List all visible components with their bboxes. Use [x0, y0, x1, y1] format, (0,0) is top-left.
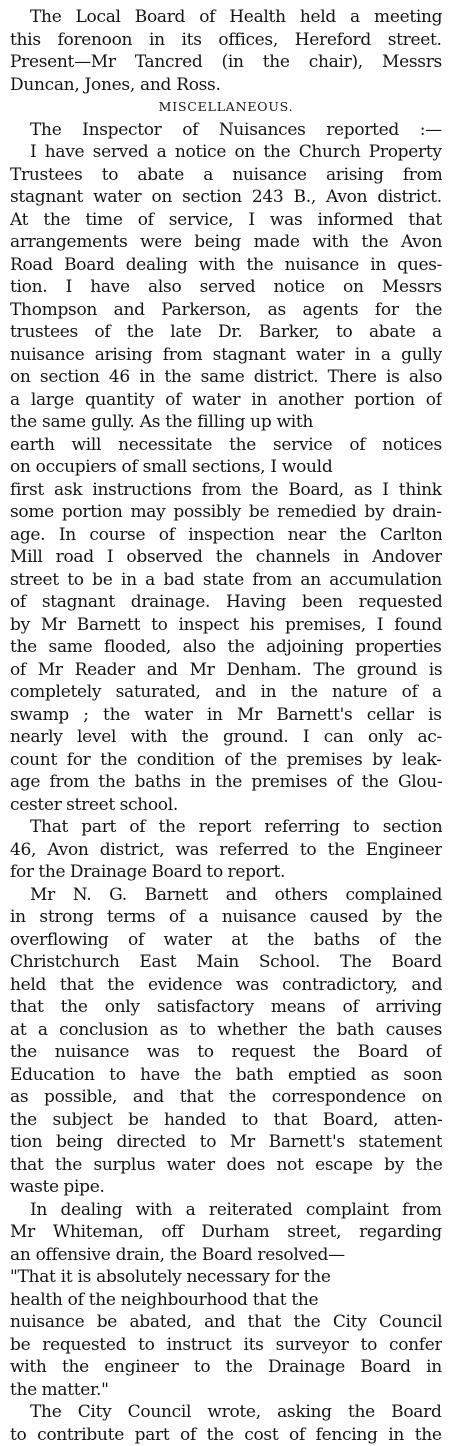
text-line: tion being directed to Mr Barnett's statement — [10, 1131, 442, 1154]
text-line: 46, Avon district, was referred to the Engineer — [10, 839, 442, 862]
section-heading: MISCELLANEOUS. — [10, 96, 442, 119]
text-line: that the only satisfactory means of arriving — [10, 996, 442, 1019]
text-line: to contribute part of the cost of fencing in the — [10, 1424, 442, 1446]
text-line: at a conclusion as to whether the bath causes — [10, 1019, 442, 1042]
text-line: Mill road I observed the channels in Andover — [10, 546, 442, 569]
text-line: a large quantity of water in another portion of — [10, 389, 442, 412]
text-line: Trustees to abate a nuisance arising from — [10, 164, 442, 187]
text-line: nuisance arising from stagnant water in a gully — [10, 344, 442, 367]
text-line: At the time of service, I was informed that — [10, 209, 442, 232]
text-line: of stagnant drainage. Having been requested — [10, 591, 442, 614]
text-line: I have served a notice on the Church Property — [10, 141, 442, 164]
text-line: In dealing with a reiterated complaint from — [10, 1199, 442, 1222]
text-line: Christchurch East Main School. The Board — [10, 951, 442, 974]
text-line: The Inspector of Nuisances reported :— — [10, 119, 442, 142]
text-line: as possible, and that the correspondence on — [10, 1086, 442, 1109]
text-line: Duncan, Jones, and Ross. — [10, 74, 442, 97]
text-line: Thompson and Parkerson, as agents for the — [10, 299, 442, 322]
text-line: the matter." — [10, 1379, 442, 1402]
text-line: trustees of the late Dr. Barker, to abate a — [10, 321, 442, 344]
text-line: age from the baths in the premises of the Glou- — [10, 771, 442, 794]
text-line: The Local Board of Health held a meeting — [10, 6, 442, 29]
text-line: with the engineer to the Drainage Board in — [10, 1356, 442, 1379]
text-line: overflowing of water at the baths of the — [10, 929, 442, 952]
text-line: the same gully. As the filling up with — [10, 411, 442, 434]
text-line: count for the condition of the premises by leak- — [10, 749, 442, 772]
text-line: of Mr Reader and Mr Denham. The ground is — [10, 659, 442, 682]
text-line: that the surplus water does not escape by the — [10, 1154, 442, 1177]
text-line: swamp ; the water in Mr Barnett's cellar is — [10, 704, 442, 727]
text-line: an offensive drain, the Board resolved— — [10, 1244, 442, 1267]
text-line: earth will necessitate the service of notices — [10, 434, 442, 457]
text-line: this forenoon in its offices, Hereford street. — [10, 29, 442, 52]
text-line: tion. I have also served notice on Messrs — [10, 276, 442, 299]
text-line: Mr N. G. Barnett and others complained — [10, 884, 442, 907]
text-line: cester street school. — [10, 794, 442, 817]
text-line: That part of the report referring to section — [10, 816, 442, 839]
text-line: Road Board dealing with the nuisance in ques- — [10, 254, 442, 277]
text-line: The City Council wrote, asking the Board — [10, 1401, 442, 1424]
text-line: for the Drainage Board to report. — [10, 861, 442, 884]
text-line: by Mr Barnett to inspect his premises, I found — [10, 614, 442, 637]
text-line: age. In course of inspection near the Carlton — [10, 524, 442, 547]
text-line: "That it is absolutely necessary for the — [10, 1266, 442, 1289]
text-line: some portion may possibly be remedied by drain- — [10, 501, 442, 524]
text-line: arrangements were being made with the Avon — [10, 231, 442, 254]
text-line: Mr Whiteman, off Durham street, regarding — [10, 1221, 442, 1244]
text-line: the same flooded, also the adjoining properties — [10, 636, 442, 659]
text-line: completely saturated, and in the nature of a — [10, 681, 442, 704]
text-line: the nuisance was to request the Board of — [10, 1041, 442, 1064]
text-line: held that the evidence was contradictory, and — [10, 974, 442, 997]
text-line: on occupiers of small sections, I would — [10, 456, 442, 479]
text-line: in strong terms of a nuisance caused by the — [10, 906, 442, 929]
text-line: on section 46 in the same district. There is also — [10, 366, 442, 389]
text-line: first ask instructions from the Board, as I think — [10, 479, 442, 502]
text-line: waste pipe. — [10, 1176, 442, 1199]
text-line: Present—Mr Tancred (in the chair), Messrs — [10, 51, 442, 74]
text-line: stagnant water on section 243 B., Avon district. — [10, 186, 442, 209]
text-line: health of the neighbourhood that the — [10, 1289, 442, 1312]
text-line: street to be in a bad state from an accumulation — [10, 569, 442, 592]
text-line: nuisance be abated, and that the City Council — [10, 1311, 442, 1334]
text-line: the subject be handed to that Board, atten- — [10, 1109, 442, 1132]
text-line: nearly level with the ground. I can only ac- — [10, 726, 442, 749]
text-line: be requested to instruct its surveyor to confer — [10, 1334, 442, 1357]
text-line: Education to have the bath emptied as soon — [10, 1064, 442, 1087]
